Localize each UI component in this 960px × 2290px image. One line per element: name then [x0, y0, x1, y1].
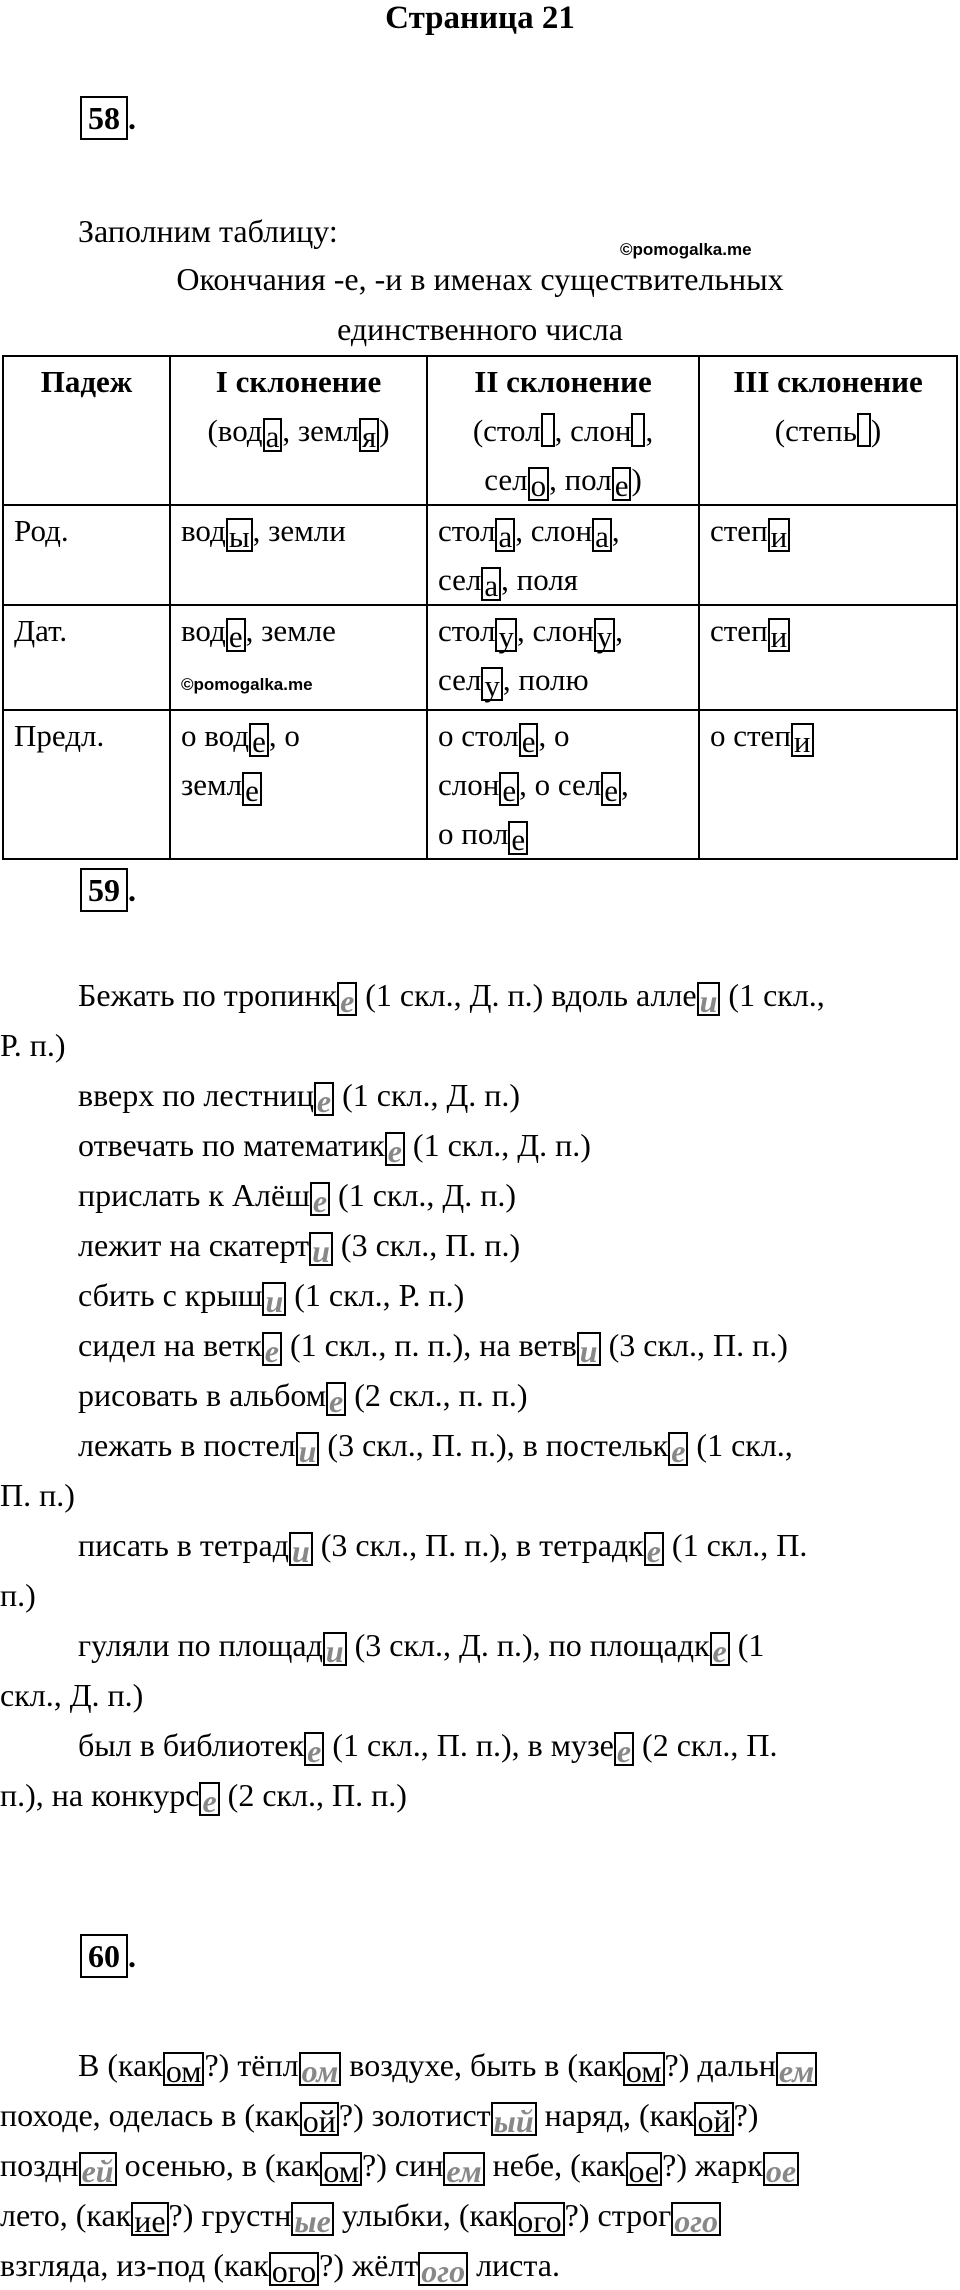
- ex60-line: взгляда, из-под (какого?) жёлтого листа.: [0, 2247, 560, 2289]
- ex59-line: п.), на конкурсе (2 скл., П. п.): [0, 1777, 407, 1819]
- ex59-line: писать в тетради (3 скл., П. п.), в тетрадке (1 скл., П.: [78, 1527, 808, 1569]
- cell-gen-d1: воды, земли: [170, 505, 427, 605]
- ex60-line: лето, (какие?) грустные улыбки, (какого?) строгого: [0, 2190, 721, 2240]
- ex59-line: лежать в постели (3 скл., П. п.), в постельке (1 скл.,: [78, 1427, 793, 1469]
- cell-case-prepositional: Предл.: [3, 710, 170, 859]
- header-declension-3: III склонение (степь ): [699, 356, 957, 505]
- task-60-number-text: 60: [88, 1938, 120, 1974]
- declension-table: [2, 355, 958, 860]
- table-header-row: [3, 356, 957, 505]
- ex59-line: гуляли по площади (3 скл., Д. п.), по площадке (1: [78, 1627, 765, 1669]
- cell-gen-d2: стола, слона, села, поля: [427, 505, 699, 605]
- ex60-line: поздней осенью, в (каком?) синем небе, (какое?) жаркое: [0, 2140, 799, 2190]
- ex59-line: Бежать по тропинке (1 скл., Д. п.) вдоль аллеи (1 скл.,: [78, 977, 825, 1019]
- header-declension-2: II склонение (стол , слон , село, поле): [427, 356, 699, 505]
- ex60-line: походе, оделась в (какой?) золотистый наряд, (какой?): [0, 2097, 759, 2139]
- ex59-line: сидел на ветке (1 скл., п. п.), на ветви (3 скл., П. п.): [78, 1327, 788, 1369]
- task-58-intro: Заполним таблицу:: [78, 213, 338, 249]
- ex59-line: отвечать по математике (1 скл., Д. п.): [78, 1127, 591, 1169]
- cell-prep-d1: о воде, о земле: [170, 710, 427, 859]
- watermark-top: ©pomogalka.me: [620, 240, 752, 259]
- cell-case-dative: Дат.: [3, 605, 170, 710]
- ex59-line: п.): [0, 1577, 36, 1613]
- table-title-line2: единственного числа: [337, 311, 623, 347]
- cell-case-genitive: Род.: [3, 505, 170, 605]
- table-row-prepositional: [3, 710, 957, 859]
- task-60-number: 60 .: [80, 1934, 128, 1978]
- watermark-table: ©pomogalka.me: [181, 675, 313, 694]
- ex59-line: П. п.): [0, 1477, 75, 1513]
- page-title: Страница 21: [385, 0, 575, 36]
- ex59-line: скл., Д. п.): [0, 1677, 144, 1713]
- ex59-line: вверх по лестнице (1 скл., Д. п.): [78, 1077, 521, 1119]
- table-row-genitive: [3, 505, 957, 605]
- ex59-line: Р. п.): [0, 1027, 66, 1063]
- ex59-line: лежит на скатерти (3 скл., П. п.): [78, 1227, 521, 1269]
- header-d3-examples: (степь ): [774, 413, 882, 448]
- header-declension-1: I склонение (вода, земля): [170, 356, 427, 505]
- ex59-line: был в библиотеке (1 скл., П. п.), в музее (2 скл., П.: [78, 1727, 778, 1769]
- task-58-number: 58 .: [80, 96, 128, 140]
- header-d2-examples: (стол , слон , село, поле): [472, 413, 654, 503]
- ex59-line: прислать к Алёше (1 скл., Д. п.): [78, 1177, 517, 1219]
- header-d1-examples: (вода, земля): [207, 413, 390, 454]
- cell-dat-d3: степи: [699, 605, 957, 710]
- ex59-line: сбить с крыши (1 скл., Р. п.): [78, 1277, 465, 1319]
- cell-prep-d2: о столе, о слоне, о селе, о поле: [427, 710, 699, 859]
- cell-prep-d3: о степи: [699, 710, 957, 859]
- ex59-line: рисовать в альбоме (2 скл., п. п.): [78, 1377, 528, 1419]
- cell-dat-d1: воде, земле ©pomogalka.me: [170, 605, 427, 710]
- cell-dat-d2: столу, слону, селу, полю: [427, 605, 699, 710]
- task-59-number-text: 59: [88, 872, 120, 908]
- table-title-line1: Окончания -е, -и в именах существительных: [176, 261, 784, 297]
- table-row-dative: [3, 605, 957, 710]
- header-case: Падеж: [3, 356, 170, 505]
- ex60-line: В (каком?) тёплом воздухе, быть в (каком?) дальнем: [0, 2040, 817, 2090]
- task-59-number: 59 .: [80, 868, 128, 912]
- cell-gen-d3: степи: [699, 505, 957, 605]
- task-58-number-text: 58: [88, 100, 120, 136]
